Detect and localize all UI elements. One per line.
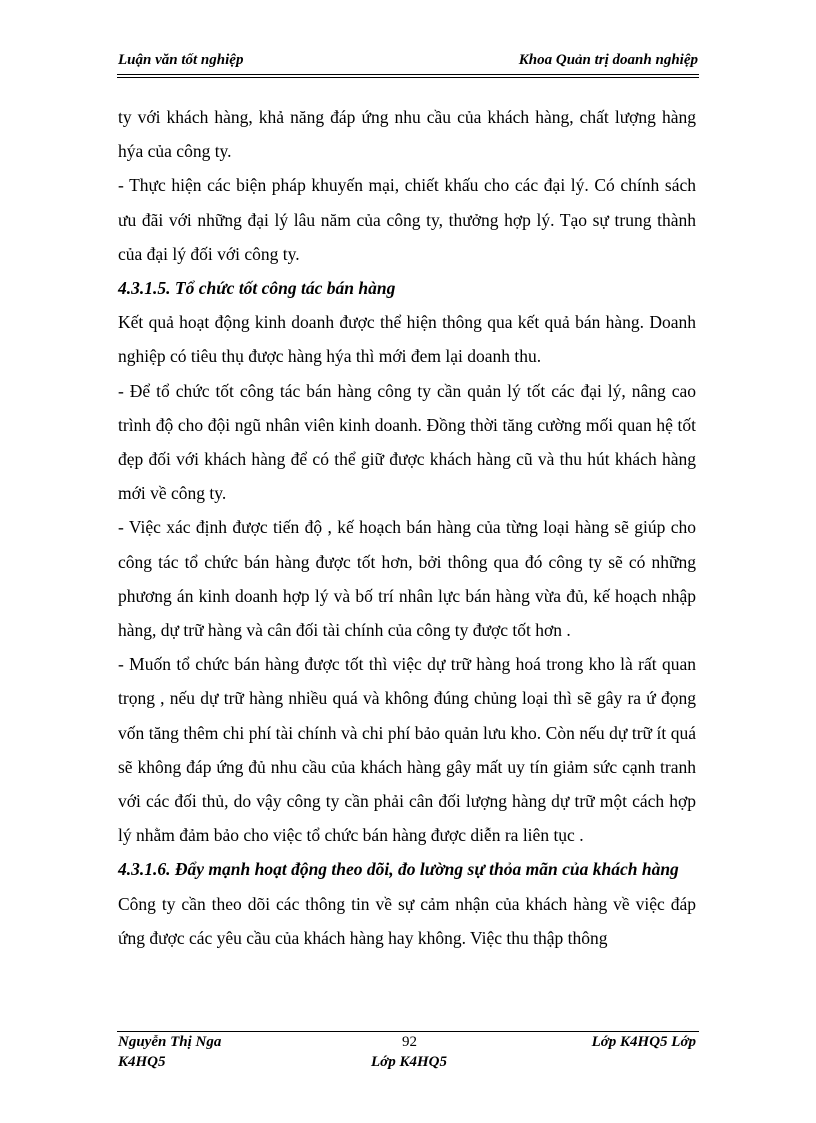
section-heading: 4.3.1.6. Đẩy mạnh hoạt động theo dõi, đo lường sự thỏa mãn của khách hàng bbox=[118, 859, 679, 880]
section-heading: 4.3.1.5. Tổ chức tốt công tác bán hàng bbox=[118, 278, 396, 299]
page-footer bbox=[118, 1034, 696, 1074]
header-rule-secondary bbox=[117, 77, 699, 78]
paragraph: Công ty cần theo dõi các thông tin về sự cảm nhận của khách hàng về việc đáp ứng được các yêu cầu của khách hàng hay không. Việc thu thập thông bbox=[118, 893, 696, 948]
header-thesis-label: Luận văn tốt nghiệp bbox=[118, 52, 244, 68]
footer-author-continuation: K4HQ5 bbox=[118, 1054, 166, 1070]
page-body bbox=[118, 100, 696, 955]
paragraph: - Để tổ chức tốt công tác bán hàng công ty cần quản lý tốt các đại lý, nâng cao trình độ cho đội ngũ nhân viên kinh doanh. Đồng thời tăng cường mối quan hệ tốt đẹp đối với khách hàng để có thể giữ được khách hàng cũ và thu hút khách hàng mới về công ty. bbox=[118, 380, 696, 504]
footer-class-center: Lớp K4HQ5 bbox=[371, 1054, 447, 1070]
page-header bbox=[118, 52, 698, 74]
footer-rule bbox=[117, 1031, 699, 1032]
footer-author: Nguyễn Thị Nga bbox=[118, 1034, 222, 1050]
header-rule bbox=[117, 74, 699, 75]
paragraph: - Thực hiện các biện pháp khuyến mại, chiết khấu cho các đại lý. Có chính sách ưu đãi với những đại lý lâu năm của công ty, thưởng hợp lý. Tạo sự trung thành của đại lý đối với công ty. bbox=[118, 175, 696, 264]
paragraph: - Muốn tổ chức bán hàng được tốt thì việc dự trữ hàng hoá trong kho là rất quan trọng , nếu dự trữ hàng nhiều quá và không đúng chủng loại thì sẽ gây ra ứ đọng vốn tăng thêm chi phí tài chính và chi phí bảo quản lưu kho. Còn nếu dự trữ ít quá sẽ không đáp ứng đủ nhu cầu của khách hàng gây mất uy tín giảm sức cạnh tranh với các đối thủ, do vậy công ty cần phải cân đối lượng hàng dự trữ một cách hợp lý nhằm đảm bảo cho việc tổ chức bán hàng được diễn ra liên tục . bbox=[118, 654, 696, 846]
footer-class-right: Lớp K4HQ5 Lớp bbox=[591, 1034, 696, 1050]
page-number: 92 bbox=[402, 1034, 417, 1050]
paragraph: - Việc xác định được tiến độ , kế hoạch bán hàng của từng loại hàng sẽ giúp cho công tác tổ chức bán hàng được tốt hơn, bởi thông qua đó công ty sẽ có những phương án kinh doanh hợp lý và bố trí nhân lực bán hàng vừa đủ, kế hoạch nhập hàng, dự trữ hàng và cân đối tài chính của công ty được tốt hơn . bbox=[118, 517, 696, 641]
header-faculty-label: Khoa Quản trị doanh nghiệp bbox=[518, 52, 698, 68]
paragraph: Kết quả hoạt động kinh doanh được thể hiện thông qua kết quả bán hàng. Doanh nghiệp có tiêu thụ được hàng hýa thì mới đem lại doanh thu. bbox=[118, 312, 696, 367]
paragraph: ty với khách hàng, khả năng đáp ứng nhu cầu của khách hàng, chất lượng hàng hýa của công ty. bbox=[118, 107, 696, 162]
